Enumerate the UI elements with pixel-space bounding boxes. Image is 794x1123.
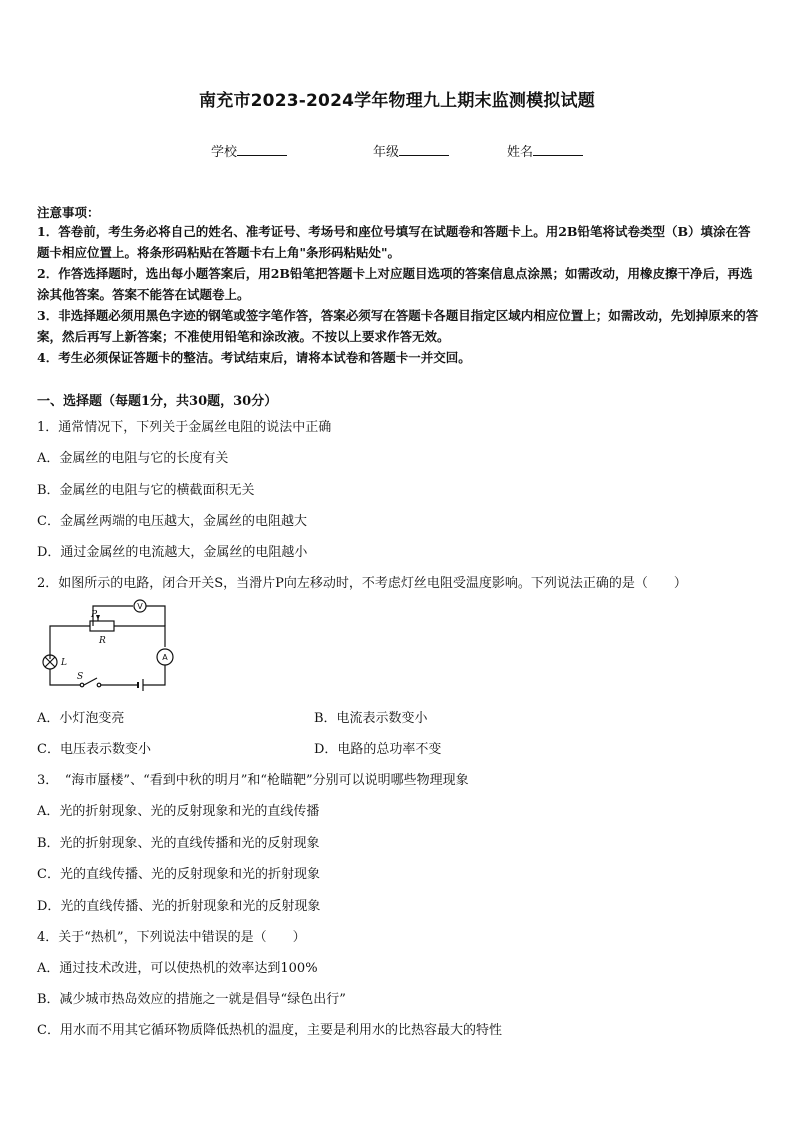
section-heading: 一、选择题（每题1分，共30题，30分） xyxy=(37,394,278,409)
wire-top-right xyxy=(114,626,165,647)
q3-option-a: A．光的折射现象、光的反射现象和光的直线传播 xyxy=(37,804,320,819)
q3-option-c: C．光的直线传播、光的反射现象和光的折射现象 xyxy=(37,867,320,882)
grade-label: 年级 xyxy=(373,145,400,160)
q4-option-c: C．用水而不用其它循环物质降低热机的温度，主要是利用水的比热容最大的特性 xyxy=(37,1023,502,1038)
name-blank xyxy=(533,142,583,156)
switch-contact-right xyxy=(97,683,101,687)
page-title: 南充市2023-2024学年物理九上期末监测模拟试题 xyxy=(199,91,595,111)
grade-field xyxy=(373,141,449,160)
q3-option-d: D．光的直线传播、光的折射现象和光的反射现象 xyxy=(37,899,321,914)
q1-option-d: D．通过金属丝的电流越大，金属丝的电阻越小 xyxy=(37,545,308,560)
notice-item-4: 4．考生必须保证答题卡的整洁。考试结束后，请将本试卷和答题卡一并交回。 xyxy=(37,350,471,365)
notice-item-3: 3．非选择题必须用黑色字迹的钢笔或签字笔作答，答案必须写在答题卡各题目指定区域内相应位置上；如需改动，先划掉原来的答案，然后再写上新答案；不准使用铅笔和涂改液。不按以上要求作答无效。 xyxy=(37,308,759,344)
q2-option-b: B．电流表示数变小 xyxy=(314,711,428,726)
school-field xyxy=(211,141,287,160)
wire-right-bottom xyxy=(143,665,165,685)
switch-contact-left xyxy=(80,683,84,687)
q4-option-b: B．减少城市热岛效应的措施之一就是倡导“绿色出行” xyxy=(37,992,346,1007)
q3-stem: 3． “海市蜃楼”、“看到中秋的明月”和“枪瞄靶”分别可以说明哪些物理现象 xyxy=(37,773,469,788)
notice-item-1: 1．答卷前，考生务必将自己的姓名、准考证号、考场号和座位号填写在试题卷和答题卡上。用2B铅笔将试卷类型（B）填涂在答题卡相应位置上。将条形码粘贴在答题卡右上角"条形码粘贴处"。 xyxy=(37,224,751,260)
school-blank xyxy=(237,142,287,156)
wire-bottom-left xyxy=(50,669,80,685)
label-r: R xyxy=(99,636,106,646)
q1-option-b: B．金属丝的电阻与它的横截面积无关 xyxy=(37,483,255,498)
circuit-diagram xyxy=(35,599,185,694)
school-label: 学校 xyxy=(211,145,238,160)
q4-option-a: A．通过技术改进，可以使热机的效率达到100% xyxy=(37,961,318,976)
notice-heading: 注意事项： xyxy=(37,205,100,220)
q2-option-c: C．电压表示数变小 xyxy=(37,742,151,757)
label-ammeter: A xyxy=(162,653,168,662)
wire-top-left xyxy=(50,626,90,659)
q1-stem: 1．通常情况下，下列关于金属丝电阻的说法中正确 xyxy=(37,420,332,435)
q4-stem: 4．关于“热机”，下列说法中错误的是（ ） xyxy=(37,930,306,945)
q3-option-b: B．光的折射现象、光的直线传播和光的反射现象 xyxy=(37,836,320,851)
name-field xyxy=(507,141,583,160)
grade-blank xyxy=(399,142,449,156)
label-voltmeter: V xyxy=(137,602,143,611)
q1-option-c: C．金属丝两端的电压越大，金属丝的电阻越大 xyxy=(37,514,307,529)
q2-stem: 2．如图所示的电路，闭合开关S，当滑片P向左移动时，不考虑灯丝电阻受温度影响。下列说法正确的是（ ） xyxy=(37,576,687,591)
wire-voltmeter-right xyxy=(146,606,165,626)
notice-item-2: 2．作答选择题时，选出每小题答案后，用2B铅笔把答题卡上对应题目选项的答案信息点涂黑；如需改动，用橡皮擦干净后，再选涂其他答案。答案不能答在试题卷上。 xyxy=(37,266,753,302)
label-l: L xyxy=(61,658,67,668)
switch-lever xyxy=(84,678,97,685)
label-p: P xyxy=(91,610,98,620)
q2-option-d: D．电路的总功率不变 xyxy=(314,742,442,757)
q2-option-a: A．小灯泡变亮 xyxy=(37,711,125,726)
q1-option-a: A．金属丝的电阻与它的长度有关 xyxy=(37,451,229,466)
name-label: 姓名 xyxy=(507,145,534,160)
label-s: S xyxy=(77,672,84,682)
